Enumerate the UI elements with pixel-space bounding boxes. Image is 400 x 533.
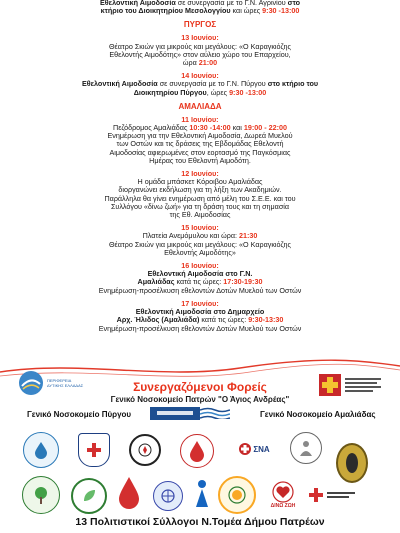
time-text: 21:30: [239, 231, 258, 241]
text: και: [230, 123, 244, 133]
event-line: Ενημέρωση για την Εθελοντική Αιμοδοσία, Δωρεά Μυελού: [107, 131, 293, 141]
grey-seal-logo: [290, 432, 322, 464]
event-line: Εθελοντής Αιμοδότης»: [164, 247, 236, 257]
event-date: 14 Ιουνίου:: [181, 71, 219, 81]
time-text: 9:30 -13:00: [262, 6, 300, 16]
event-line: Ημέρας του Εθελοντή Αιμοδότη.: [149, 155, 251, 165]
time-text: 19:00 - 22:00: [243, 123, 287, 133]
event-line: Εθελοντής Αιμοδότης» στον αύλειο χώρο του Επαρχείου,: [109, 49, 291, 59]
blue-round-logo: [153, 481, 183, 511]
bold-text: στο κτήριο του: [267, 79, 319, 89]
green-ring-logo: [71, 478, 107, 514]
wave-lines-icon: [200, 407, 230, 419]
time-text: 9:30-13:30: [248, 315, 284, 325]
event-line: [0, 89, 400, 97]
drop-icon: [31, 440, 51, 460]
shield-logo: [78, 433, 110, 467]
figure-icon: [297, 439, 315, 457]
red-cross-logo: [308, 484, 378, 506]
text: κατά τις ώρες:: [199, 315, 249, 325]
hospital-logo-box: [150, 407, 200, 420]
event-date: 13 Ιουνίου:: [181, 33, 219, 43]
event-line: Εθελοντική Αιμοδοσία στο Δημαρχείο: [135, 307, 265, 317]
region-logo-text: ΠΕΡΙΦΕΡΕΙΑ ΔΥΤΙΚΗΣ ΕΛΛΑΔΑΣ: [47, 378, 84, 388]
event-date: 12 Ιουνίου:: [181, 169, 219, 179]
sna-logo: [236, 436, 272, 462]
text: Πλατεία Ανεμόμυλου και ώρα:: [142, 231, 240, 241]
pyrgos-heading: ΠΥΡΓΟΣ: [183, 20, 217, 30]
hospital-wordmark-icon: [155, 409, 195, 417]
oval-center-icon: [346, 453, 358, 473]
figure-logo: [192, 478, 212, 510]
leaf-icon: [81, 488, 97, 504]
event-date: 15 Ιουνίου:: [181, 223, 219, 233]
time-text: 21:00: [198, 58, 218, 68]
text: , ώρες: [206, 87, 230, 97]
round-seal-logo: [129, 434, 161, 466]
bold-text: Διοικητηρίου Πύργου: [133, 87, 207, 97]
event-line: των Οστών και τις δράσεις της Εβδομάδας Εθελοντή: [116, 139, 284, 149]
patras-hospital-logo: [150, 405, 240, 421]
red-cross-text-lines: [327, 490, 355, 500]
event-date: 16 Ιουνίου:: [181, 261, 219, 271]
dino-zoi-text: ΔΙΝΩ ΖΩΗ: [270, 503, 296, 509]
person-icon: [193, 479, 211, 509]
partners-subtitle: Γενικό Νοσοκομείο Πατρών "Ο Άγιος Ανδρέας": [110, 395, 290, 404]
seal-icon: [138, 443, 152, 457]
event-date: 11 Ιουνίου:: [181, 114, 219, 124]
sna-emblem-icon: [238, 442, 252, 456]
amaliada-heading: ΑΜΑΛΙΑΔΑ: [178, 101, 222, 111]
event-line: Εθελοντική Αιμοδοσία στο Γ.Ν.: [147, 269, 253, 279]
footer-text: 13 Πολιτιστικοί Σύλλογοι Ν.Τομέα Δήμου Πατρέων: [75, 516, 325, 528]
text: σε συνεργασία με το Γ.Ν. Πύργου: [157, 79, 268, 89]
event-line: Συλλόγου «δίνω ζωή» για τη δράση τους και τη σημασία: [110, 201, 290, 211]
text: σε συνεργασία με το Γ.Ν. Αγρινίου: [175, 0, 288, 7]
event-line: της Εθ. Αιμοδοσίας: [169, 210, 231, 220]
event-line: [0, 59, 400, 67]
bold-text: Αρχ. Ήλιδος (Αμαλιάδα): [116, 315, 200, 325]
event-line: Η ομάδα μπάσκετ Κόροιβου Αμαλιάδας: [137, 177, 263, 187]
text: Πεζόδρομος Αμαλιάδας: [113, 123, 190, 133]
green-association-logo: [22, 476, 60, 514]
time-text: 9:30 -13:00: [229, 87, 267, 97]
globe-icon: [161, 489, 175, 503]
sun-icon: [227, 485, 247, 505]
red-cross-icon: [86, 442, 102, 458]
heart-hands-icon: [272, 481, 294, 503]
bold-text: στο: [287, 0, 300, 7]
event-line: Ενημέρωση-προσέλκυση εθελοντών Δοτών Μυελού των Οστών: [98, 323, 302, 333]
sna-text: ΣΝΑ: [253, 444, 270, 454]
text: κατά τις ώρες:: [174, 277, 224, 287]
event-line: Θέατρο Σκιών για μικρούς και μεγάλους: «Ο Καραγκιόζης: [108, 41, 292, 51]
time-text: 17:30-19:30: [223, 277, 263, 287]
red-drop-logo: [116, 475, 142, 511]
top-line-2: [0, 7, 400, 15]
red-cross-small-icon: [308, 487, 324, 503]
event-date: 17 Ιουνίου:: [181, 298, 219, 308]
text: και ώρες: [230, 6, 263, 16]
event-line: Αιμοδοσίας αφιερωμένες στον εορτασμό της Παγκόσμιας: [109, 147, 291, 157]
hospital-pyrgos: Γενικό Νοσοκομείο Πύργου: [27, 410, 132, 419]
partners-title: Συνεργαζόμενοι Φορείς: [133, 380, 267, 394]
event-line: διοργανώνει εκδήλωση για τη λήξη των Ακαδημιών.: [118, 185, 282, 195]
text: ώρα: [182, 58, 199, 68]
blood-drop-icon: [188, 440, 206, 462]
time-text: 10:30 -14:00: [189, 123, 231, 133]
bold-text: Αμαλιάδας: [137, 277, 175, 287]
blood-drop-logo: [180, 434, 214, 468]
tree-icon: [30, 484, 52, 506]
gold-oval-logo: [336, 443, 368, 483]
bold-text: Εθελοντική Αιμοδοσία: [81, 79, 158, 89]
event-line: Παράλληλα θα γίνει ενημέρωση από μέλη του Σ.Ε.Ε. και του: [104, 193, 296, 203]
bold-text: κτήριο του Διοικητηρίου Μεσολογγίου: [100, 6, 231, 16]
event-line: Θέατρο Σκιών για μικρούς και μεγάλους: «Ο Καραγκιόζης: [108, 239, 292, 249]
blue-association-logo: [23, 432, 59, 468]
yellow-sun-logo: [218, 476, 256, 514]
large-blood-drop-icon: [117, 476, 141, 510]
event-line: Ενημέρωση-προσέλκυση εθελοντών Δοτών Μυελού των Οστών: [98, 285, 302, 295]
hospital-amaliada: Γενικό Νοσοκομείο Αμαλιάδας: [260, 410, 376, 419]
bold-text: Εθελοντική Αιμοδοσία: [99, 0, 176, 7]
dino-zoi-logo: [268, 476, 298, 514]
